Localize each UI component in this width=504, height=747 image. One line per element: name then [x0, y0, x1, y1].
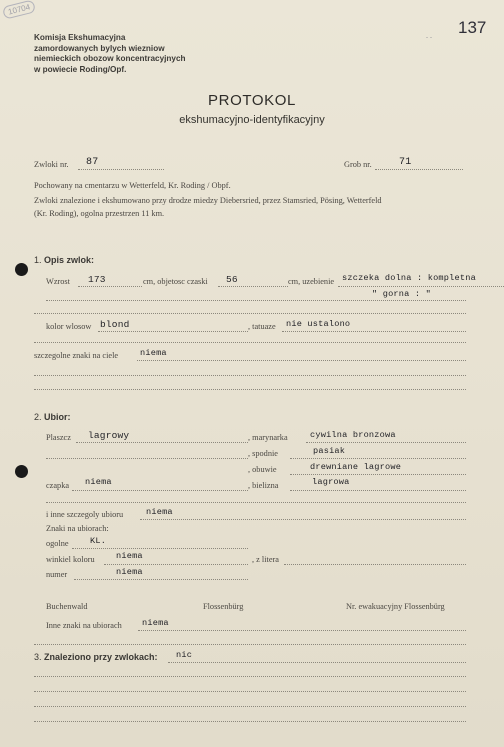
blank-line-10: [34, 721, 466, 722]
wzrost-label: Wzrost: [46, 277, 70, 286]
punch-hole-bottom: [15, 465, 28, 478]
page-number: 137: [458, 18, 487, 37]
document-title: PROTOKOL: [208, 92, 296, 109]
section-3-line: [168, 662, 466, 663]
z-litera-line: [284, 564, 466, 565]
z-litera-label: , z litera: [252, 555, 279, 564]
header-line-4: w powiecie Roding/Opf.: [34, 64, 127, 74]
blank-line-8: [34, 691, 466, 692]
inne-szczegoly-line: [140, 519, 466, 520]
plaszcz-line-2: [46, 458, 248, 459]
marynarka-line: [306, 442, 466, 443]
czaszka-value: 56: [226, 274, 238, 285]
section-3-number: 3.: [34, 652, 42, 662]
archive-stamp: 10704: [2, 0, 36, 20]
spodnie-line: [290, 458, 466, 459]
obuwie-value: drewniane lagrowe: [310, 462, 402, 472]
czaszka-line: [218, 286, 288, 287]
flossenburg-label: Flossenbürg: [203, 602, 244, 611]
bielizna-label: , bielizna: [248, 481, 279, 490]
section-2-number: 2.: [34, 412, 42, 422]
winkiel-line: [104, 564, 248, 565]
znaki-cialo-label: szczegolne znaki na ciele: [34, 351, 119, 360]
numer-line: [74, 579, 248, 580]
winkiel-value: niema: [116, 551, 143, 561]
evacuation-number-label: Nr. ewakuacyjny Flossenbürg: [346, 602, 445, 611]
inne-znaki-label: Inne znaki na ubiorach: [46, 621, 122, 630]
section-3-heading: [34, 652, 158, 662]
found-location-2: (Kr. Roding), ogolna przestrzen 11 km.: [34, 209, 165, 218]
tatuaze-label: , tatuaze: [248, 322, 276, 331]
grob-line: [375, 169, 463, 170]
tatuaze-line: [282, 331, 466, 332]
zwloki-line: [78, 169, 164, 170]
ogolne-value: KL.: [90, 536, 107, 546]
czapka-line: [72, 490, 248, 491]
plaszcz-line: [76, 442, 248, 443]
winkiel-label: winkiel koloru: [46, 555, 95, 564]
obuwie-label: , obuwie: [248, 465, 277, 474]
objetosc-label: cm, objetosc czaski: [143, 277, 208, 286]
zwloki-label: Zwloki nr.: [34, 160, 69, 169]
znaki-cialo-line: [137, 360, 466, 361]
page-dots: . .: [426, 31, 432, 40]
blank-line-3: [34, 375, 466, 376]
burial-place: Pochowany na cmentarzu w Wetterfeld, Kr. Roding / Obpf.: [34, 181, 231, 190]
uzebienie-label: cm, uzebienie: [288, 277, 335, 286]
znaki-ubior-label: Znaki na ubiorach:: [46, 524, 109, 533]
blank-line-7: [34, 676, 466, 677]
obuwie-line: [290, 474, 466, 475]
czapka-label: czapka: [46, 481, 70, 490]
kolor-wlosow-line: [98, 331, 248, 332]
inne-znaki-line: [138, 630, 466, 631]
plaszcz-value: lagrowy: [88, 430, 130, 441]
section-1-heading: [34, 255, 94, 265]
spodnie-label: , spodnie: [248, 449, 278, 458]
blank-line-6: [34, 644, 466, 645]
uzebienie-line-2: [46, 300, 466, 301]
bielizna-line: [290, 490, 466, 491]
plaszcz-label: Plaszcz: [46, 433, 71, 442]
zwloki-value: 87: [86, 157, 99, 168]
ogolne-label: ogolne: [46, 539, 69, 548]
uzebienie-value-2: " gorna : ": [372, 289, 431, 299]
section-3-title: Znaleziono przy zwlokach:: [44, 652, 158, 662]
section-2-heading: [34, 412, 71, 422]
section-1-number: 1.: [34, 255, 42, 265]
wzrost-value: 173: [88, 274, 106, 285]
bielizna-value: lagrowa: [312, 477, 350, 487]
uzebienie-value-1: szczeka dolna : kompletna: [342, 273, 476, 283]
czapka-value: niema: [85, 477, 112, 487]
spodnie-value: pasiak: [313, 446, 346, 456]
section-2-title: Ubior:: [44, 412, 71, 422]
section-1-title: Opis zwlok:: [44, 255, 95, 265]
grob-label: Grob nr.: [344, 160, 372, 169]
wzrost-line: [78, 286, 142, 287]
ogolne-line: [72, 548, 248, 549]
kolor-wlosow-value: blond: [100, 319, 130, 330]
inne-szczegoly-label: i inne szczegoly ubioru: [46, 510, 124, 519]
uzebienie-line: [338, 286, 504, 287]
found-location-1: Zwloki znalezione i ekshumowano przy drodze miedzy Diebersried, przez Stamsried, Pösing, Wetterfeld: [34, 196, 382, 205]
blank-line-9: [34, 706, 466, 707]
inne-znaki-value: niema: [142, 618, 169, 628]
document-subtitle: ekshumacyjno-identyfikacyjny: [179, 114, 325, 126]
grob-value: 71: [399, 157, 412, 168]
znaki-cialo-value: niema: [140, 348, 167, 358]
numer-label: numer: [46, 570, 68, 579]
marynarka-label: , marynarka: [248, 433, 288, 442]
blank-line-1: [34, 313, 466, 314]
blank-line-2: [34, 342, 466, 343]
kolor-wlosow-label: kolor wlosow: [46, 322, 92, 331]
buchenwald-label: Buchenwald: [46, 602, 88, 611]
blank-line-4: [34, 389, 466, 390]
inne-szczegoly-value: niema: [146, 507, 173, 517]
header-line-3: niemieckich obozow koncentracyjnych: [34, 54, 186, 64]
numer-value: niema: [116, 567, 143, 577]
header-line-2: zamordowanych bylych wiezniow: [34, 43, 165, 53]
marynarka-value: cywilna bronzowa: [310, 430, 396, 440]
section-3-value: nic: [176, 650, 193, 660]
punch-hole-top: [15, 263, 28, 276]
blank-line-5: [46, 502, 466, 503]
header-line-1: Komisja Ekshumacyjna: [34, 33, 126, 42]
tatuaze-value: nie ustalono: [286, 319, 351, 329]
